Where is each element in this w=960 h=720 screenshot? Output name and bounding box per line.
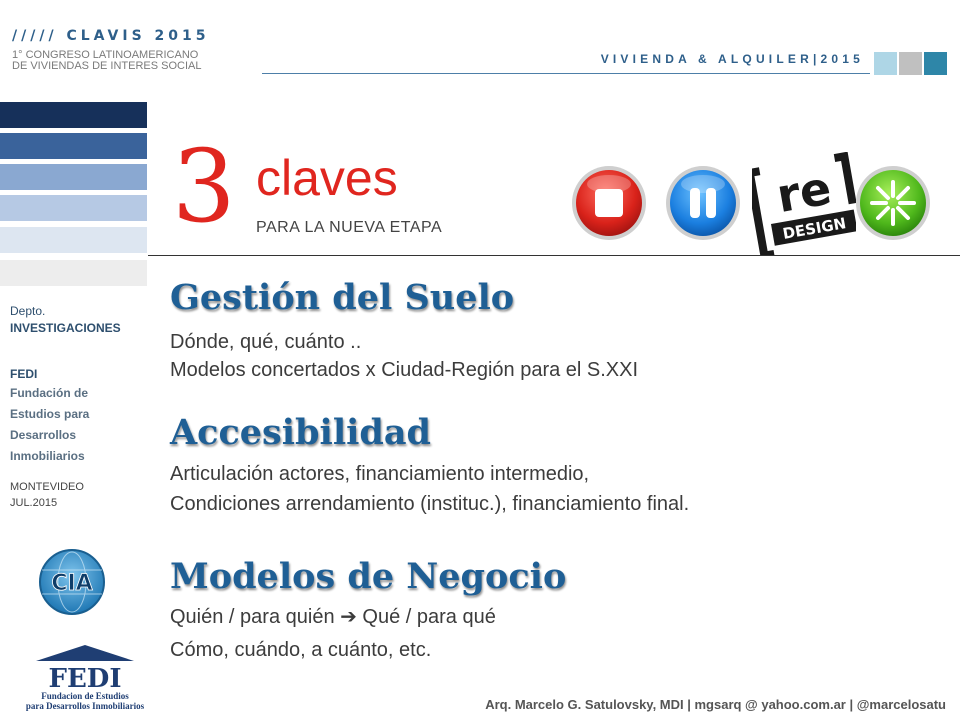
city-label: MONTEVIDEO — [10, 481, 84, 493]
fedi-logo — [26, 643, 144, 713]
section-heading-accesibilidad: Accesibilidad — [170, 412, 432, 453]
header-divider — [262, 73, 870, 74]
redesign-icon — [752, 152, 856, 256]
color-stripe — [0, 102, 147, 128]
location-date — [10, 479, 84, 511]
redesign-design-text: DESIGN — [781, 214, 848, 243]
pause-icon — [664, 164, 742, 242]
section-line: Articulación actores, financiamiento intermedio, — [170, 463, 590, 485]
congress-subtitle — [12, 50, 202, 72]
stop-icon — [570, 164, 648, 242]
title-number: 3 — [172, 128, 236, 245]
section-line: Modelos concertados x Ciudad-Región para el S.XXI — [170, 359, 639, 381]
congress-title: ///// CLAVIS 2015 — [12, 28, 210, 44]
color-stripe — [0, 164, 147, 190]
color-stripe — [0, 133, 147, 159]
department-label: Depto. — [10, 304, 46, 318]
fedi-full-name: Fundación de Estudios para Desarrollos Inmobiliarios — [10, 386, 90, 463]
congress-tagline: VIVIENDA & ALQUILER|2015 — [600, 52, 864, 66]
redesign-re-text: re — [772, 160, 836, 224]
fedi-label: FEDI — [10, 367, 38, 381]
color-stripe — [0, 260, 147, 286]
color-stripe — [0, 227, 147, 253]
congress-subtitle-line1: 1° CONGRESO LATINOAMERICANO — [12, 49, 199, 61]
author-footer: Arq. Marcelo G. Satulovsky, MDI | mgsarq @ yahoo.com.ar | @marcelosatu — [485, 697, 946, 712]
section-line: Quién / para quién ➔ Qué / para qué — [170, 606, 496, 628]
section-heading-gestion: Gestión del Suelo — [170, 277, 515, 318]
header-square-gray — [899, 52, 922, 75]
department-name: INVESTIGACIONES — [10, 321, 121, 335]
section-line: Dónde, qué, cuánto .. — [170, 331, 362, 353]
date-label: JUL.2015 — [10, 497, 58, 509]
title-word: claves — [256, 150, 398, 206]
section-heading-modelos: Modelos de Negocio — [170, 556, 567, 597]
congress-subtitle-line2: DE VIVIENDAS DE INTERES SOCIAL — [12, 60, 202, 72]
header-square-teal — [924, 52, 947, 75]
fedi-logo-line2: para Desarrollos Inmobiliarios — [26, 701, 144, 711]
cia-logo-text: CIA — [51, 571, 93, 596]
title-subtitle: PARA LA NUEVA ETAPA — [256, 219, 443, 236]
fedi-logo-line1: Fundacion de Estudios — [41, 691, 129, 701]
title-divider — [148, 255, 960, 256]
fedi-logo-name: FEDI — [48, 664, 122, 694]
restart-icon — [854, 164, 932, 242]
header-square-light-blue — [874, 52, 897, 75]
section-line: Cómo, cuándo, a cuánto, etc. — [170, 639, 432, 661]
section-line: Condiciones arrendamiento (instituc.), financiamiento final. — [170, 493, 690, 515]
color-stripe — [0, 195, 147, 221]
cia-logo — [38, 548, 106, 616]
